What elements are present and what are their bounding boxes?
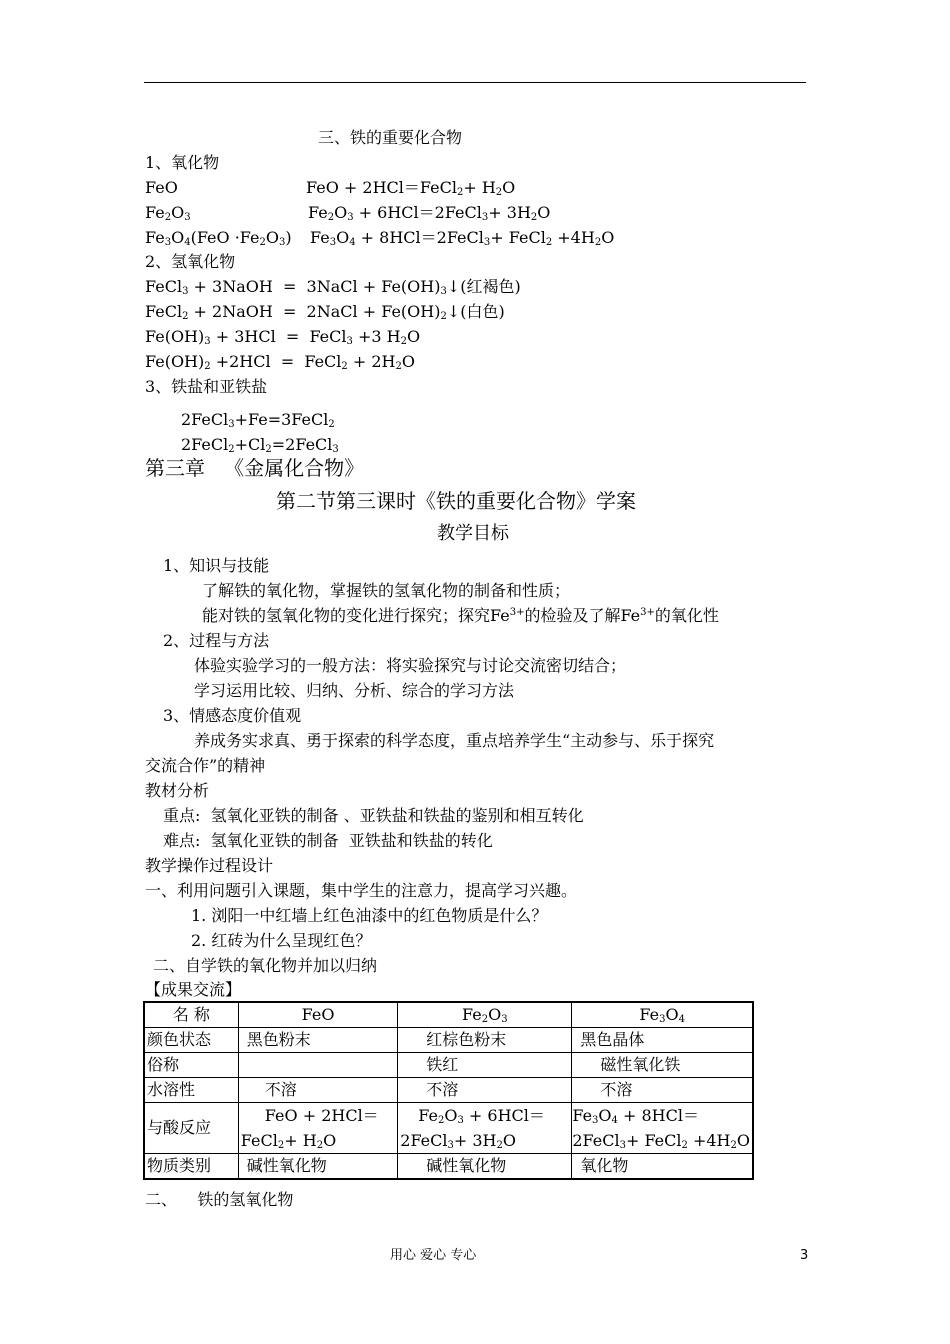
- difficult-point: 难点: 氢氧化亚铁的制备 亚铁盐和铁盐的转化: [163, 831, 493, 850]
- results-label: 【成果交流】: [145, 980, 242, 999]
- table-row: [144, 1002, 753, 1028]
- hydroxide-equation-2: FeCl$_2$ + 2NaOH = 2NaCl + $Fe(OH)_2↓$(白色): [145, 302, 505, 322]
- analysis-heading: 教材分析: [145, 781, 210, 800]
- table-cell: 不溶: [398, 1078, 572, 1103]
- goals-heading: 教学目标: [437, 523, 509, 544]
- step-1: 一、利用问题引入课题，集中学生的注意力，提高学习兴趣。: [145, 881, 578, 900]
- section-title: 三、铁的重要化合物: [318, 128, 463, 147]
- oxide-fe2o3-equation: $Fe_2O_3$ + 6HCl＝2FeCl$_3$+ $3H_2O$: [308, 203, 551, 223]
- table-cell-feo-reaction: FeO + 2HCl＝ FeCl$_2$+ $H_2O$: [238, 1103, 397, 1154]
- lesson-title: 第二节第三课时《铁的重要化合物》学案: [276, 489, 636, 513]
- goal-attitude-b: 交流合作”的精神: [145, 756, 266, 775]
- goal-process: 2、过程与方法: [163, 631, 270, 650]
- table-row: [144, 1028, 753, 1053]
- oxide-fe3o4-equation: $Fe_3O_4$ + 8HCl＝2FeCl$_3$+ FeCl$_2$ $+4H_2O$: [310, 228, 615, 248]
- table-cell-fe2o3-reaction: $Fe_2O_3 + 6HCl=$ 2FeCl$_3$+ $3H_2O$: [398, 1103, 572, 1154]
- hydroxide-equation-1: FeCl$_3$ + 3NaOH = 3NaCl + $Fe(OH)_3↓$(红褐色): [145, 277, 521, 297]
- table-cell: 不溶: [572, 1078, 753, 1103]
- table-header-name: 名 称: [144, 1002, 238, 1028]
- page-number: 3: [800, 1248, 809, 1263]
- table-cell: 黑色粉末: [238, 1028, 397, 1053]
- table-row: [144, 1078, 753, 1103]
- table-cell: 俗称: [144, 1053, 238, 1078]
- step-3: 二、 铁的氢氧化物: [145, 1190, 294, 1209]
- goal-process-a: 体验实验学习的一般方法：将实验探究与讨论交流密切结合；: [194, 656, 627, 675]
- question-2: 2. 红砖为什么呈现红色？: [191, 931, 372, 950]
- salt-equation-1: 2FeCl$_3$+Fe=3FeCl$_2$: [181, 410, 335, 430]
- table-cell: 磁性氧化铁: [572, 1053, 753, 1078]
- goal-knowledge: 1、知识与技能: [163, 556, 270, 575]
- hydroxides-heading: 2、氢氧化物: [145, 252, 236, 271]
- table-cell: 物质类别: [144, 1154, 238, 1180]
- table-cell: 水溶性: [144, 1078, 238, 1103]
- iron-oxides-table: [143, 1001, 754, 1180]
- goal-attitude-a: 养成务实求真、勇于探索的科学态度，重点培养学生“主动参与、乐于探究: [194, 731, 715, 750]
- salt-equation-2: $2FeCl_2+Cl_2=2FeCl_3$: [181, 435, 339, 455]
- oxide-feo-name: FeO: [145, 178, 178, 197]
- header-rule: [144, 82, 806, 83]
- table-header-fe2o3: $Fe_2O_3$: [398, 1002, 572, 1028]
- hydroxide-equation-3: $Fe(OH)_3 + 3HCl$ = FeCl$_3$ +3 $H_2O$: [145, 327, 421, 347]
- table-header-feo: FeO: [238, 1002, 397, 1028]
- table-cell: 不溶: [238, 1078, 397, 1103]
- key-point: 重点: 氢氧化亚铁的制备 、亚铁盐和铁盐的鉴别和相互转化: [163, 806, 584, 825]
- goal-process-b: 学习运用比较、归纳、分析、综合的学习方法: [194, 681, 515, 700]
- table-cell: 碱性氧化物: [238, 1154, 397, 1180]
- process-heading: 教学操作过程设计: [145, 856, 274, 875]
- goal-attitude: 3、情感态度价值观: [163, 706, 302, 725]
- oxides-heading: 1、氧化物: [145, 153, 220, 172]
- table-cell: 氧化物: [572, 1154, 753, 1180]
- table-row: [144, 1103, 753, 1154]
- table-header-fe3o4: $Fe_3O_4$: [572, 1002, 753, 1028]
- goal-knowledge-b: 能对铁的氢氧化物的变化进行探究；探究$Fe^{3+}$的检验及了解$Fe^{3+}$的氧化性: [202, 606, 719, 625]
- hydroxide-equation-4: $Fe(OH)_2 +2HCl$ = FeCl$_2$ + $2H_2O$: [145, 352, 416, 372]
- oxide-feo-equation: FeO + 2HCl＝FeCl$_2$+ $H_2O$: [306, 178, 516, 198]
- goal-knowledge-a: 了解铁的氧化物，掌握铁的氢氧化物的制备和性质；: [202, 581, 571, 600]
- table-cell: 碱性氧化物: [398, 1154, 572, 1180]
- table-row: [144, 1053, 753, 1078]
- table-cell: 黑色晶体: [572, 1028, 753, 1053]
- table-cell-fe3o4-reaction: $Fe_3O_4 + 8HCl=$ 2FeCl$_3$+ FeCl$_2$ $+4H_2O$: [572, 1103, 753, 1154]
- chapter-title: 第三章 《金属化合物》: [145, 456, 365, 480]
- question-1: 1. 浏阳一中红墙上红色油漆中的红色物质是什么？: [191, 906, 548, 925]
- table-cell: 红棕色粉末: [398, 1028, 572, 1053]
- table-row: [144, 1154, 753, 1180]
- oxide-fe3o4-name: $Fe_3O_4(FeO \cdot Fe_2O_3)$: [145, 228, 292, 248]
- salts-heading: 3、铁盐和亚铁盐: [145, 377, 268, 396]
- table-cell: [238, 1053, 397, 1078]
- table-cell: 铁红: [398, 1053, 572, 1078]
- table-cell: 颜色状态: [144, 1028, 238, 1053]
- step-2: 二、自学铁的氧化物并加以归纳: [153, 956, 378, 975]
- footer-motto: 用心 爱心 专心: [390, 1248, 477, 1263]
- oxide-fe2o3-name: $Fe_2O_3$: [145, 203, 191, 223]
- table-cell: 与酸反应: [144, 1103, 238, 1154]
